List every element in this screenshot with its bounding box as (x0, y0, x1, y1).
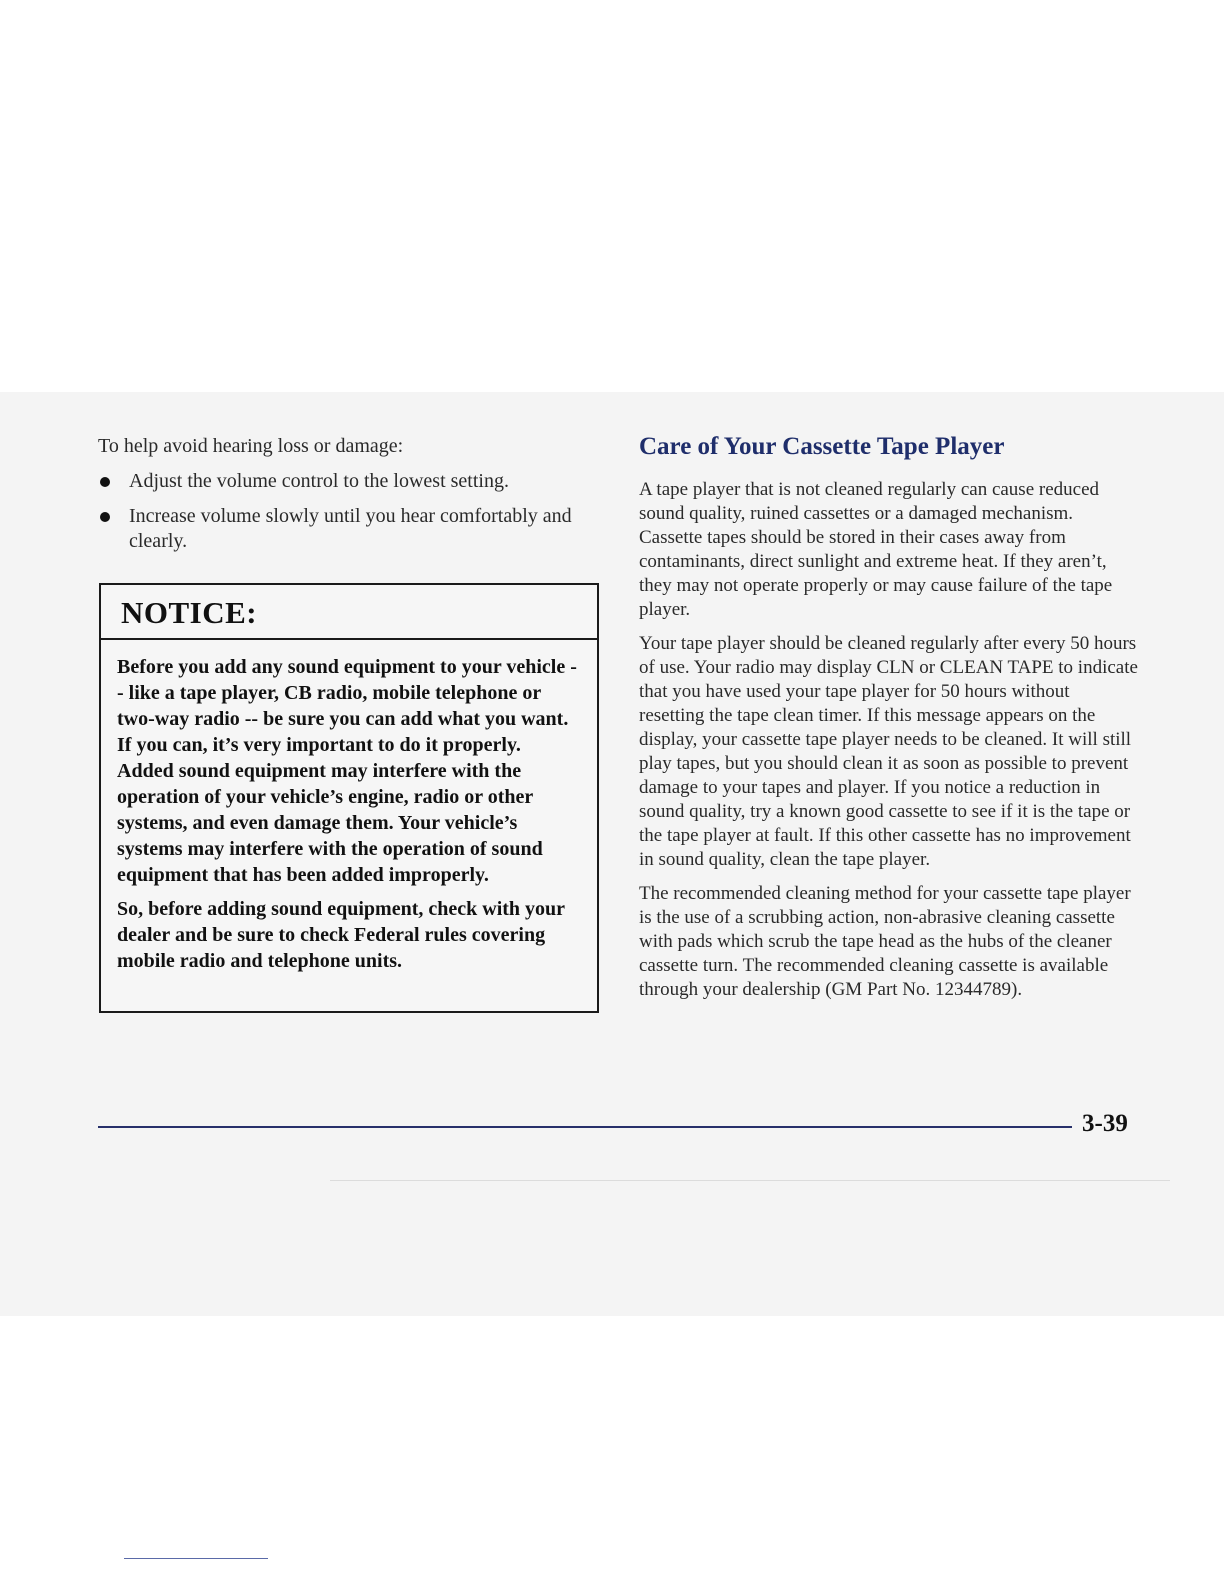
bullet-text: Increase volume slowly until you hear comfortably and clearly. (129, 505, 572, 552)
page-number: 3-39 (1082, 1110, 1128, 1137)
right-column (639, 430, 1139, 1012)
notice-heading: NOTICE: (101, 585, 597, 640)
notice-paragraph: Before you add any sound equipment to your vehicle -- like a tape player, CB radio, mobile telephone or two-way radio -- be sure you can add what you want. If you can, it’s very important to do it properly. Added sound equipment may interfere with the operation of your vehicle’s engine, radio or other systems, and even damage them. Your vehicle’s systems may interfere with the operation of sound equipment that has been added improperly. (117, 656, 577, 886)
body-paragraph: The recommended cleaning method for your cassette tape player is the use of a scrubbing action, non-abrasive cleaning cassette with pads which scrub the tape head as the hubs of the cleaner cassette turn. The recommended cleaning cassette is available through your dealership (GM Part No. 12344789). (639, 883, 1131, 1000)
faint-divider (330, 1180, 1170, 1181)
bullet-icon (100, 477, 110, 487)
body-paragraph: A tape player that is not cleaned regularly can cause reduced sound quality, ruined cassettes or a damaged mechanism. Cassette tapes should be stored in their cases away from contaminants, direct sunlight and extreme heat. If they aren’t, they may not operate properly or may cause failure of the tape player. (639, 479, 1113, 620)
footer-rule (98, 1126, 1072, 1128)
bullet-text: Adjust the volume control to the lowest setting. (129, 470, 509, 492)
notice-paragraph: So, before adding sound equipment, check with your dealer and be sure to check Federal rules covering mobile radio and telephone units. (117, 898, 565, 972)
list-item (98, 469, 603, 494)
bullet-icon (100, 512, 110, 522)
list-item (98, 504, 603, 554)
notice-body (101, 640, 597, 974)
notice-box (99, 583, 599, 1013)
bottom-divider (124, 1558, 268, 1559)
body-paragraph: Your tape player should be cleaned regularly after every 50 hours of use. Your radio may display CLN or CLEAN TAPE to indicate that you have used your tape player for 50 hours without resetting the tape clean timer. If this message appears on the display, your cassette tape player needs to be cleaned. It will still play tapes, but you should clean it as soon as possible to prevent damage to your tapes and player. If you notice a reduction in sound quality, try a known good cassette to see if it is the tape or the tape player at fault. If this other cassette has no improvement in sound quality, clean the tape player. (639, 633, 1138, 870)
intro-text: To help avoid hearing loss or damage: (98, 435, 404, 457)
left-column (98, 434, 603, 564)
section-title: Care of Your Cassette Tape Player (639, 433, 1005, 460)
bullet-list (98, 469, 603, 554)
